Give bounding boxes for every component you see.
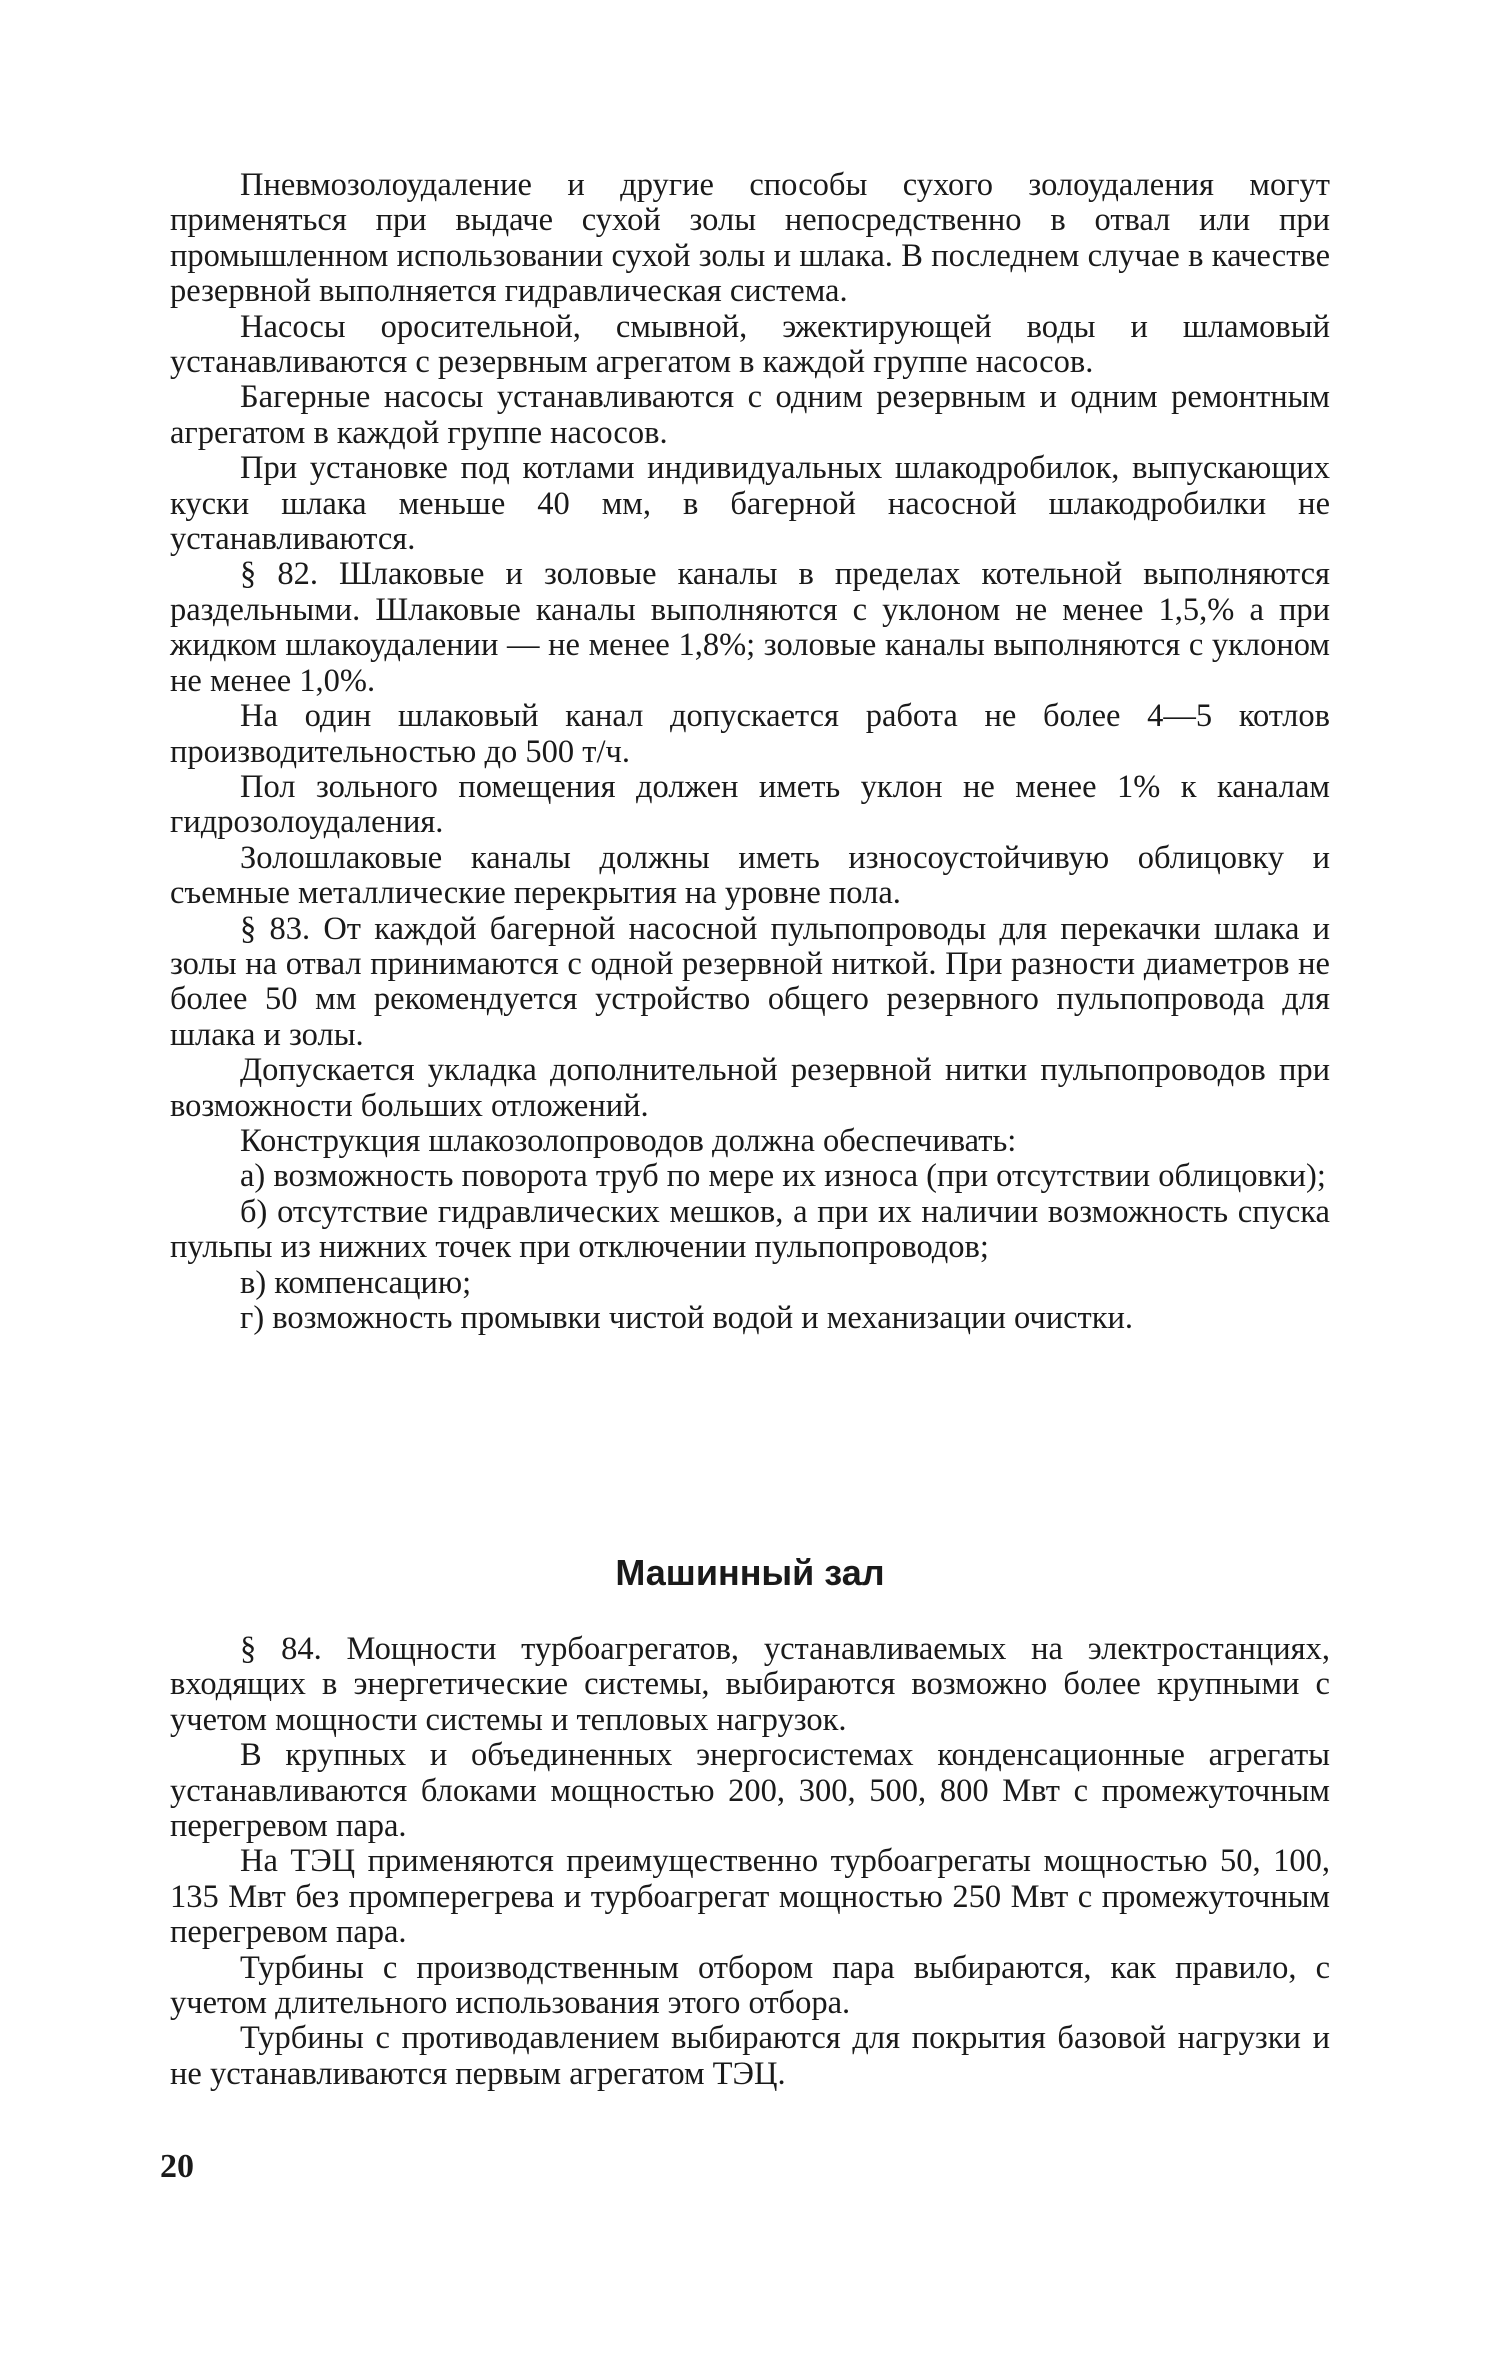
section-heading-machine-hall: Машинный зал xyxy=(615,1552,885,1593)
list-item-v: в) компенсацию; xyxy=(240,1264,472,1301)
paragraph-channel-lining: Золошлаковые каналы должны иметь износоустойчивую облицовку и съемные металлические перекрытия на уровне пола. xyxy=(170,839,1330,912)
paragraph-extraction-turbines: Турбины с производственным отбором пара выбираются, как правило, с учетом длительного использования этого отбора. xyxy=(170,1949,1330,2022)
paragraph-bager-pumps: Багерные насосы устанавливаются с одним резервным и одним ремонтным агрегатом в каждой группе насосов. xyxy=(170,379,1330,451)
paragraph-section-84: § 84. Мощности турбоагрегатов, устанавливаемых на электростанциях, входящих в энергетические системы, выбираются возможно более крупными с учетом мощности системы и тепловых нагрузок. xyxy=(170,1631,1330,1738)
paragraph-backpressure-turbines: Турбины с противодавлением выбираются для покрытия базовой нагрузки и не устанавливаются первым агрегатом ТЭЦ. xyxy=(170,2020,1330,2092)
paragraph-condensing-units: В крупных и объединенных энергосистемах конденсационные агрегаты устанавливаются блоками мощностью 200, 300, 500, 800 Мвт с промежуточным перегревом пара. xyxy=(170,1737,1330,1845)
paragraph-slag-crushers: При установке под котлами индивидуальных шлакодробилок, выпускающих куски шлака меньше 40 мм, в багерной насосной шлакодробилки не устанавливаются. xyxy=(170,450,1330,558)
top-text-block xyxy=(170,168,1330,1336)
paragraph-floor-slope: Пол зольного помещения должен иметь уклон не менее 1% к каналам гидрозолоудаления. xyxy=(170,768,1330,841)
paragraph-pumps-reserve: Насосы оросительной, смывной, эжектирующей воды и шламовый устанавливаются с резервным агрегатом в каждой группе насосов. xyxy=(170,308,1330,381)
bottom-text-block xyxy=(170,1632,1330,2092)
paragraph-pneumatic-ash-removal: Пневмозолоудаление и другие способы сухого золоудаления могут применяться при выдаче сухой золы непосредственно в отвал или при промышленном использовании сухой золы и шлака. В последнем случае в качестве резервной выполняется гидравлическая система. xyxy=(170,167,1330,310)
list-item-g: г) возможность промывки чистой водой и механизации очистки. xyxy=(240,1300,1134,1336)
page-number: 20 xyxy=(160,2148,194,2185)
paragraph-channel-capacity: На один шлаковый канал допускается работа не более 4—5 котлов производительностью до 500 т/ч. xyxy=(170,698,1330,770)
list-item-b: б) отсутствие гидравлических мешков, а при их наличии возможность спуска пульпы из нижних точек при отключении пульпопроводов; xyxy=(170,1193,1330,1266)
paragraph-section-83: § 83. От каждой багерной насосной пульпопроводы для перекачки шлака и золы на отвал принимаются с одной резервной ниткой. При разности диаметров не более 50 мм рекомендуется устройство общего резервного пульпопровода для шлака и золы. xyxy=(170,910,1330,1053)
list-item-a: а) возможность поворота труб по мере их износа (при отсутствии облицовки); xyxy=(240,1158,1326,1195)
paragraph-section-82: § 82. Шлаковые и золовые каналы в пределах котельной выполняются раздельными. Шлаковые каналы выполняются с уклоном не менее 1,5,% а при жидком шлакоудалении — не менее 1,8%; золовые каналы выполняются с уклоном не менее 1,0%. xyxy=(170,556,1330,699)
paragraph-pipeline-design: Конструкция шлакозолопроводов должна обеспечивать: xyxy=(240,1122,1017,1159)
paragraph-additional-line: Допускается укладка дополнительной резервной нитки пульпопроводов при возможности больших отложений. xyxy=(170,1052,1330,1124)
paragraph-chp-turbines: На ТЭЦ применяются преимущественно турбоагрегаты мощностью 50, 100, 135 Мвт без промперегрева и турбоагрегат мощностью 250 Мвт с промежуточным перегревом пара. xyxy=(170,1843,1330,1951)
